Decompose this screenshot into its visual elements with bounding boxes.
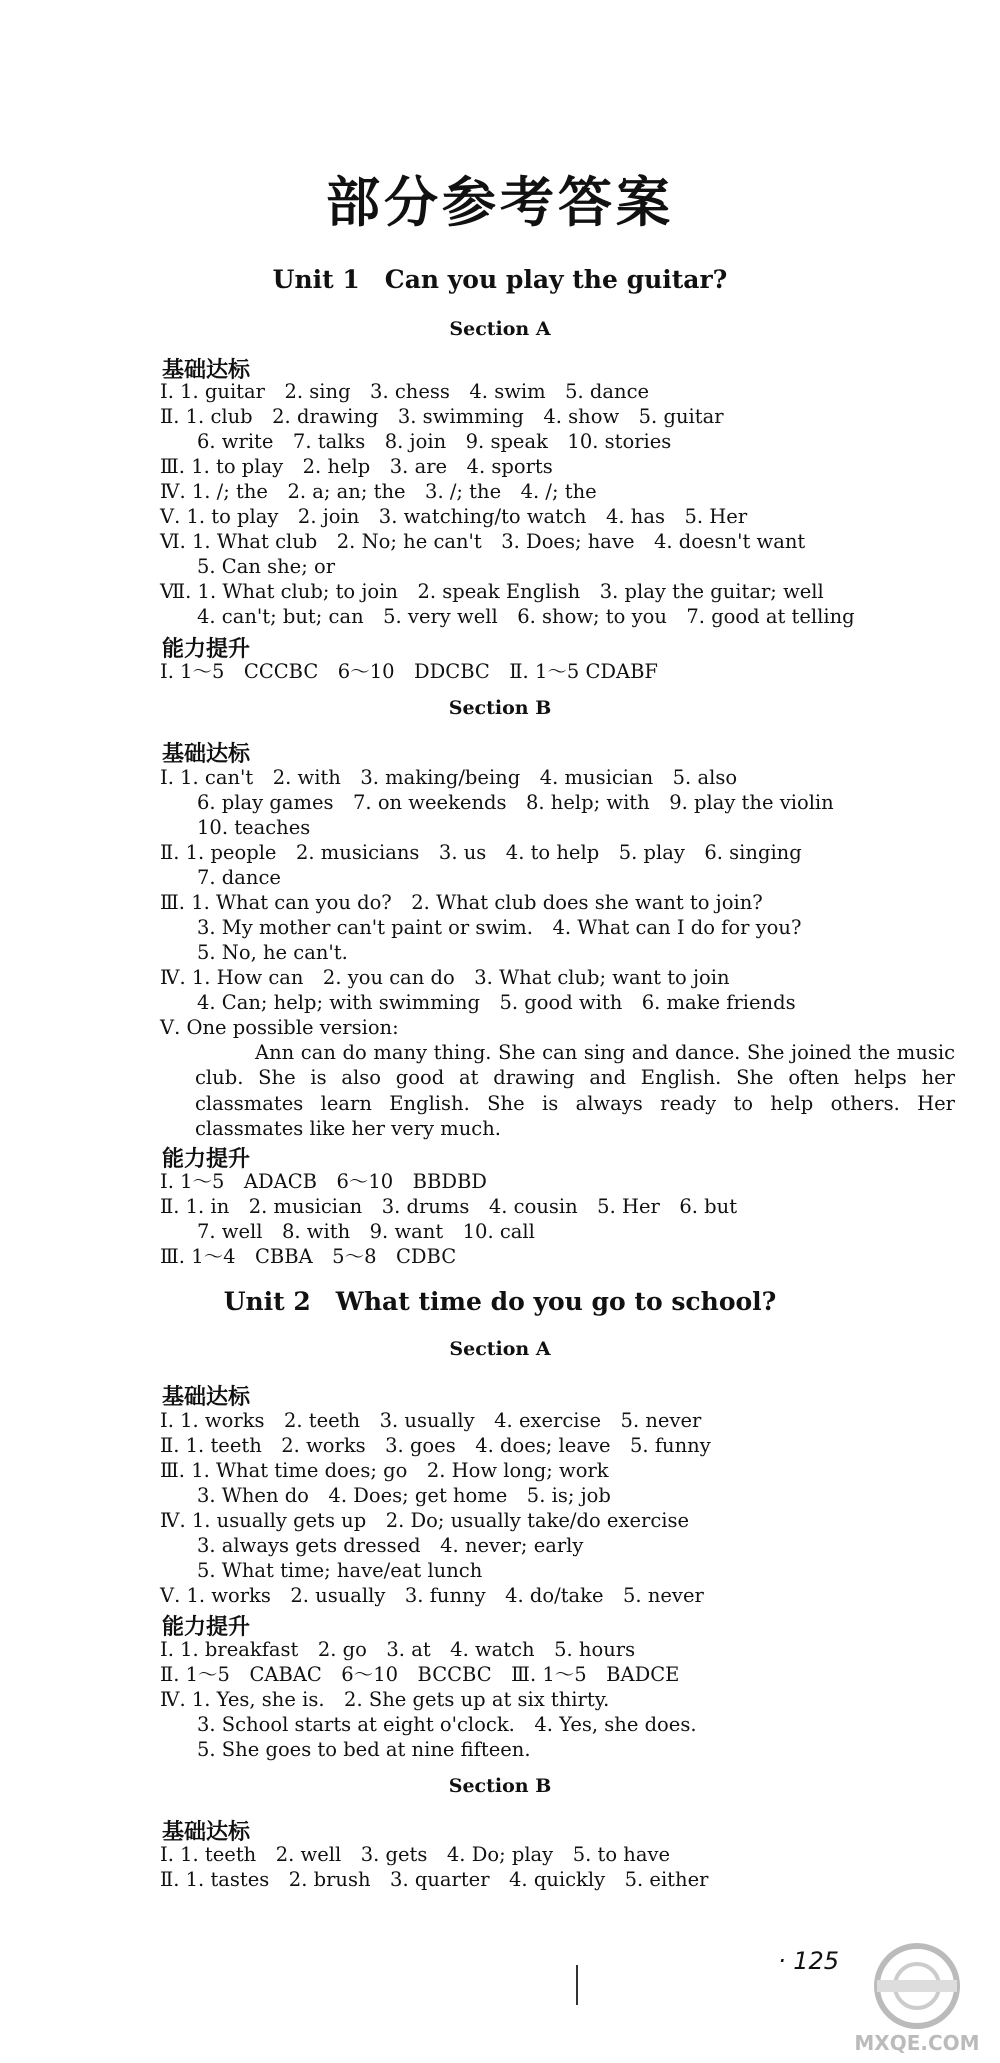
- answer-line: Ⅱ. 1. people 2. musicians 3. us 4. to help 5. play 6. singing: [160, 841, 802, 864]
- answer-line: 5. Can she; or: [197, 555, 336, 578]
- answer-line: 7. well 8. with 9. want 10. call: [197, 1220, 535, 1243]
- answer-line: 5. No, he can't.: [197, 941, 348, 964]
- answer-line: Ⅳ. 1. /; the 2. a; an; the 3. /; the 4. /; the: [160, 480, 597, 503]
- unit-2-b-basic-heading: 基础达标: [162, 1820, 251, 1845]
- unit-1-heading: Unit 1 Can you play the guitar?: [272, 265, 728, 294]
- answer-line: Ⅲ. 1. to play 2. help 3. are 4. sports: [160, 455, 553, 478]
- unit-2-a-basic-heading: 基础达标: [162, 1385, 251, 1410]
- answer-line: Ⅱ. 1. teeth 2. works 3. goes 4. does; leave 5. funny: [160, 1434, 711, 1457]
- answer-line: Ⅱ. 1～5 CABAC 6～10 BCCBC Ⅲ. 1～5 BADCE: [160, 1663, 680, 1686]
- answer-line: 3. always gets dressed 4. never; early: [197, 1534, 584, 1557]
- answer-line: Ⅲ. 1～4 CBBA 5～8 CDBC: [160, 1245, 457, 1268]
- answer-line: Ⅱ. 1. in 2. musician 3. drums 4. cousin 5. Her 6. but: [160, 1195, 738, 1218]
- answer-line: Ⅰ. 1. guitar 2. sing 3. chess 4. swim 5. dance: [160, 380, 650, 403]
- answer-line: Ⅰ. 1. breakfast 2. go 3. at 4. watch 5. hours: [160, 1638, 636, 1661]
- answer-line: Ⅴ. 1. to play 2. join 3. watching/to watch 4. has 5. Her: [160, 505, 748, 528]
- answer-line: Ⅴ. One possible version:: [160, 1016, 399, 1039]
- answer-line: 5. She goes to bed at nine fifteen.: [197, 1738, 531, 1761]
- unit-2-section-a-label: Section A: [449, 1338, 551, 1360]
- unit-1-a-ability-heading: 能力提升: [162, 637, 251, 662]
- answer-line: Ⅰ. 1～5 ADACB 6～10 BBDBD: [160, 1170, 487, 1193]
- answer-line: Ⅳ. 1. How can 2. you can do 3. What club; want to join: [160, 966, 730, 989]
- answer-line: Ⅰ. 1～5 CCCBC 6～10 DDCBC Ⅱ. 1～5 CDABF: [160, 660, 658, 683]
- answer-line: 6. write 7. talks 8. join 9. speak 10. stories: [197, 430, 672, 453]
- answer-line: 3. School starts at eight o'clock. 4. Yes, she does.: [197, 1713, 697, 1736]
- answer-line: Ⅰ. 1. teeth 2. well 3. gets 4. Do; play 5. to have: [160, 1843, 671, 1866]
- answer-line: 6. play games 7. on weekends 8. help; with 9. play the violin: [197, 791, 834, 814]
- unit-2-heading: Unit 2 What time do you go to school?: [223, 1287, 777, 1316]
- unit-2-section-b-label: Section B: [448, 1775, 552, 1797]
- unit-1-b-basic-heading: 基础达标: [162, 742, 251, 767]
- answer-line: Ⅳ. 1. usually gets up 2. Do; usually take/do exercise: [160, 1509, 690, 1532]
- answer-line: 4. can't; but; can 5. very well 6. show; to you 7. good at telling: [197, 605, 855, 628]
- unit-1-a-basic-heading: 基础达标: [162, 358, 251, 383]
- unit-1-section-b-label: Section B: [448, 697, 552, 719]
- answer-line: 5. What time; have/eat lunch: [197, 1559, 483, 1582]
- page-number: · 125: [778, 1947, 840, 1975]
- answer-line: 3. When do 4. Does; get home 5. is; job: [197, 1484, 611, 1507]
- answer-line: Ⅱ. 1. tastes 2. brush 3. quarter 4. quickly 5. either: [160, 1868, 709, 1891]
- page-title: 部分参考答案: [326, 171, 674, 234]
- answer-line: 4. Can; help; with swimming 5. good with 6. make friends: [197, 991, 796, 1014]
- answer-line: Ⅲ. 1. What time does; go 2. How long; work: [160, 1459, 609, 1482]
- answer-line: Ⅶ. 1. What club; to join 2. speak English 3. play the guitar; well: [160, 580, 824, 603]
- answer-line: 7. dance: [197, 866, 281, 889]
- answer-line: 10. teaches: [197, 816, 311, 839]
- scan-mark: [576, 1965, 578, 2005]
- answer-line: 3. My mother can't paint or swim. 4. What can I do for you?: [197, 916, 802, 939]
- answer-line: Ⅰ. 1. can't 2. with 3. making/being 4. musician 5. also: [160, 766, 738, 789]
- watermark-text: MXQE.COM: [854, 2031, 980, 2055]
- answer-line: Ⅰ. 1. works 2. teeth 3. usually 4. exercise 5. never: [160, 1409, 702, 1432]
- watermark-logo-icon: [842, 1928, 992, 2058]
- answer-line: Ⅳ. 1. Yes, she is. 2. She gets up at six thirty.: [160, 1688, 610, 1711]
- unit-2-a-ability-heading: 能力提升: [162, 1615, 251, 1640]
- unit-1-section-a-label: Section A: [449, 318, 551, 340]
- unit-1-b-ability-heading: 能力提升: [162, 1147, 251, 1172]
- answer-line: Ⅱ. 1. club 2. drawing 3. swimming 4. show 5. guitar: [160, 405, 724, 428]
- answer-line: Ⅲ. 1. What can you do? 2. What club does she want to join?: [160, 891, 763, 914]
- answer-line: Ⅴ. 1. works 2. usually 3. funny 4. do/take 5. never: [160, 1584, 704, 1607]
- sample-essay: Ann can do many thing. She can sing and dance. She joined the music club. She is also good at drawing and English. She often helps her classmates learn English. She is always ready to help others. Her classmates like her very much.: [195, 1041, 955, 1140]
- answer-line: Ⅵ. 1. What club 2. No; he can't 3. Does; have 4. doesn't want: [160, 530, 806, 553]
